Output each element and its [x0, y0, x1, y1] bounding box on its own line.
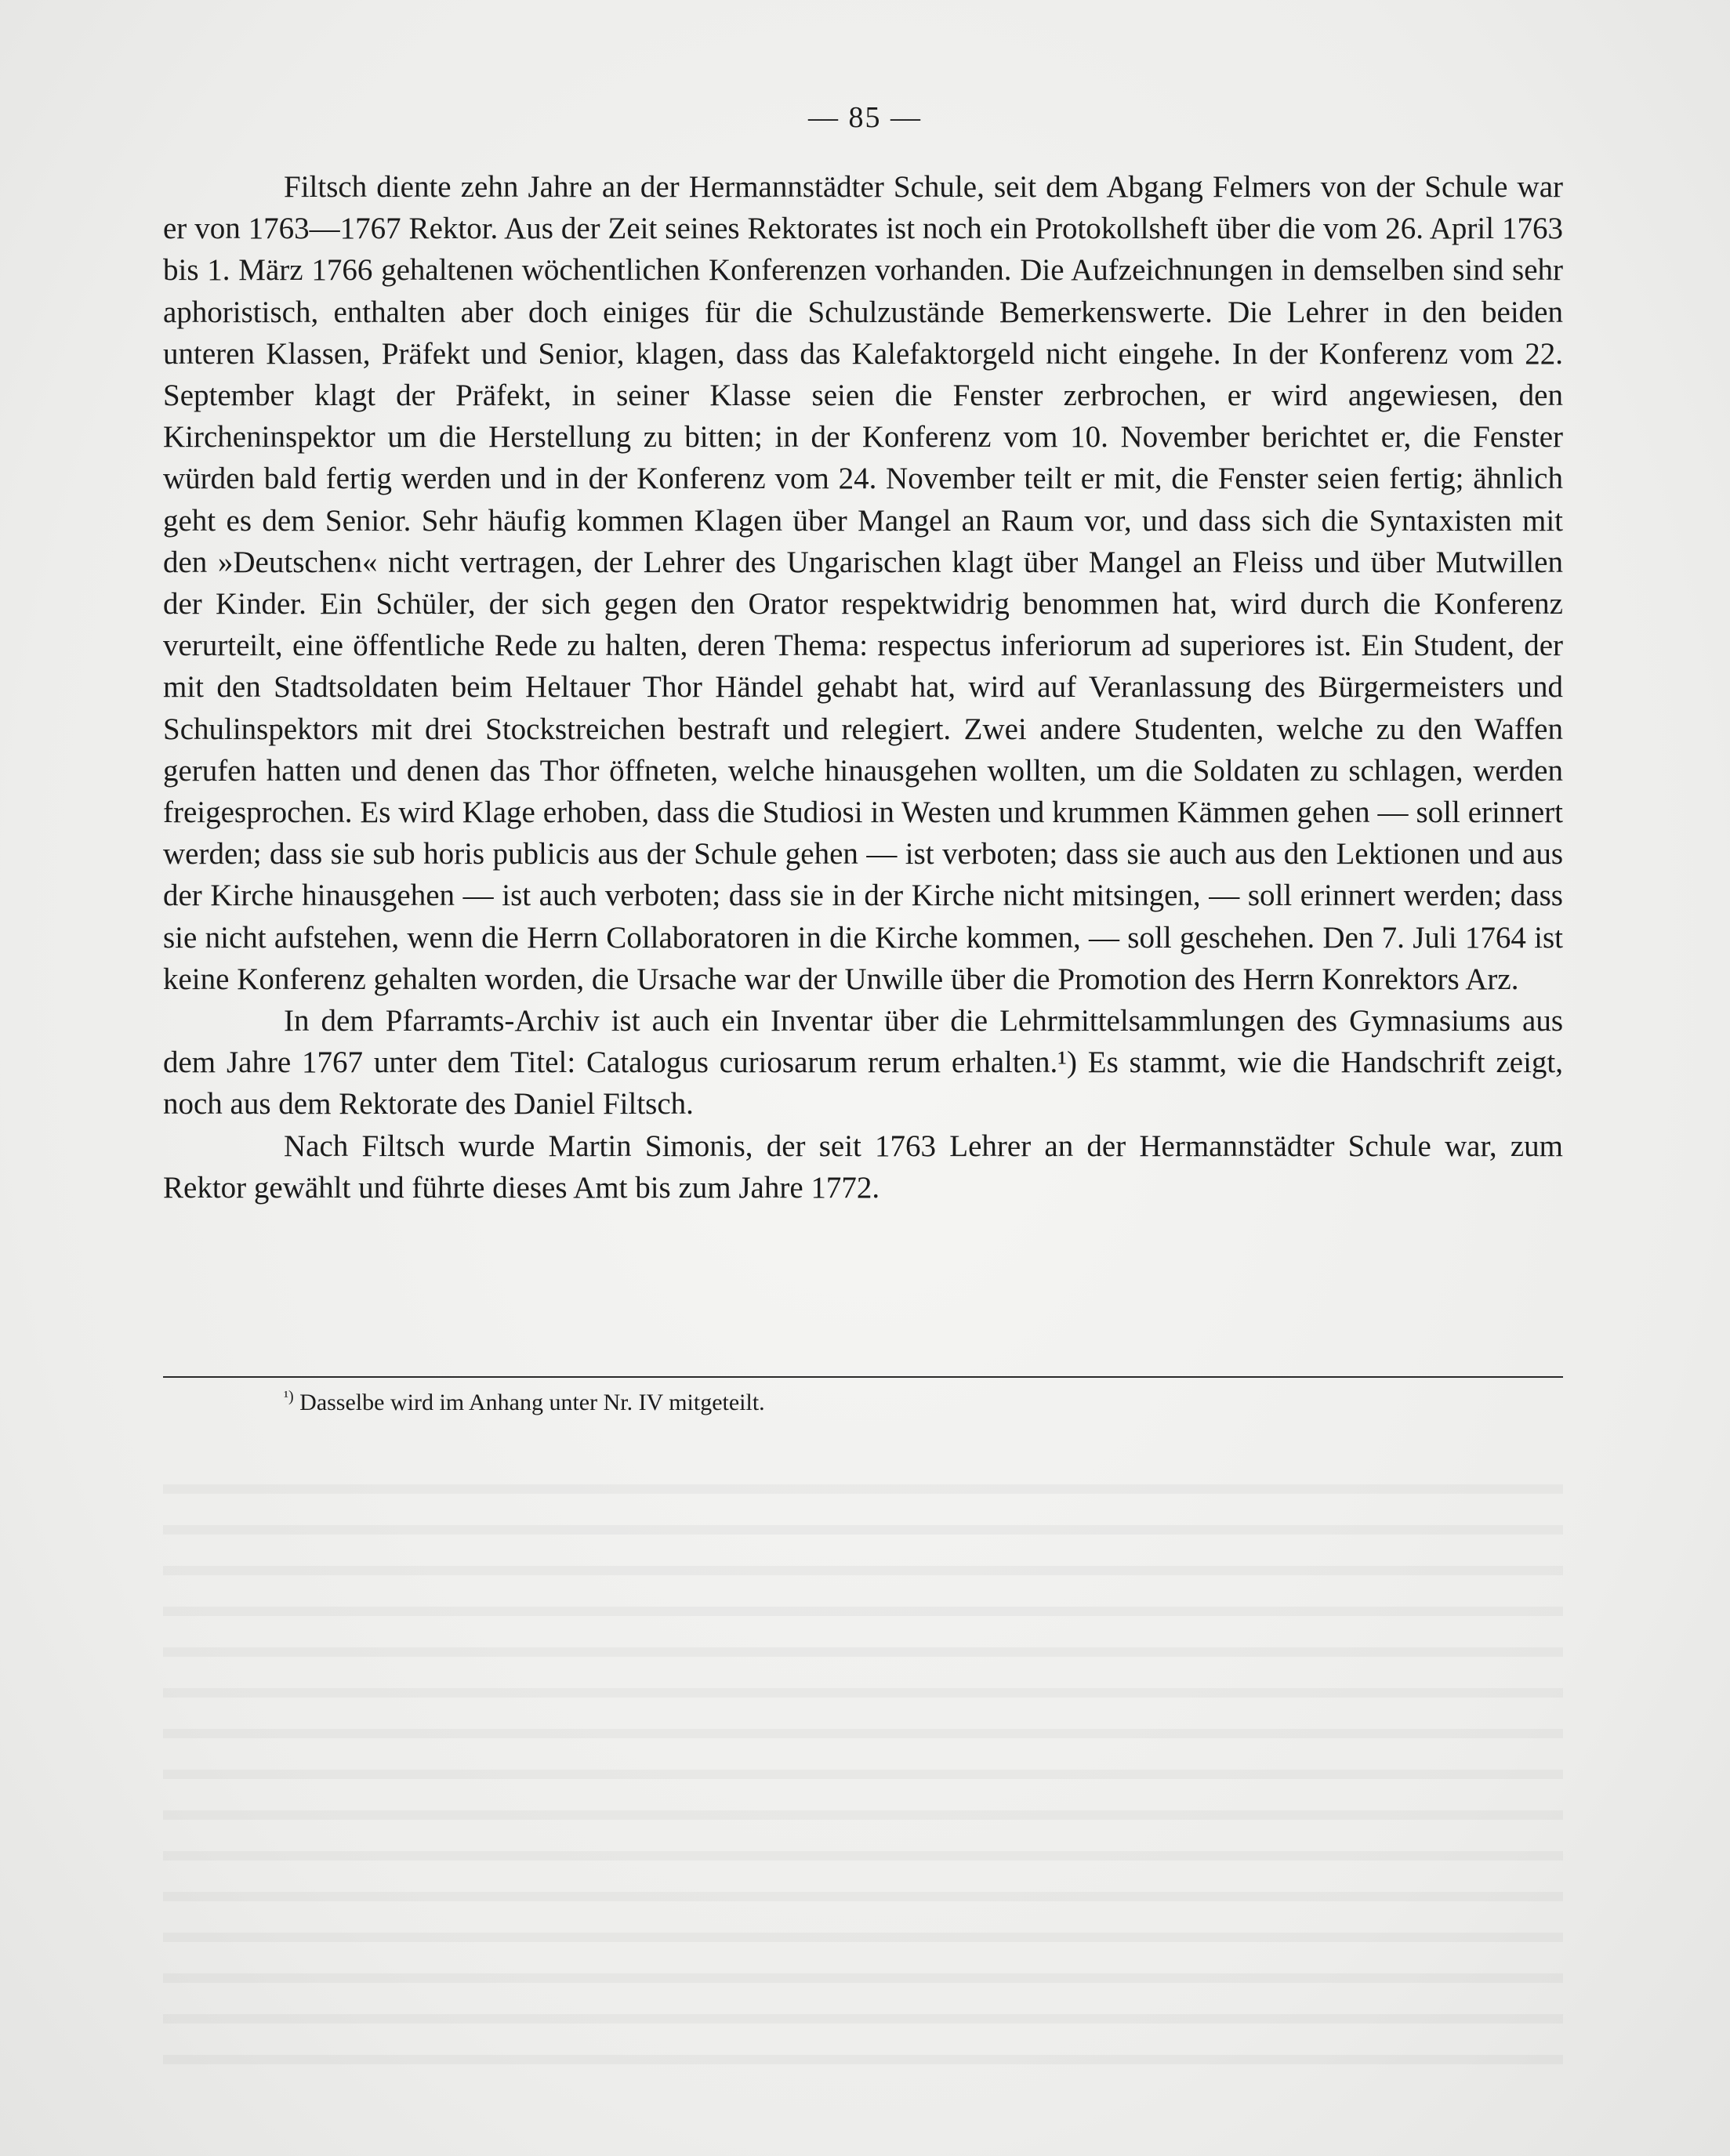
bleed-through-shadow	[163, 1458, 1563, 2069]
paragraph-3: Nach Filtsch wurde Martin Simonis, der seit 1763 Lehrer an der Hermannstädter Schule war, zum Rektor gewählt und führte dieses Amt bis zum Jahre 1772.	[163, 1129, 1563, 1205]
footnote-mark: ¹)	[284, 1388, 294, 1405]
footnote	[284, 1387, 765, 1419]
paragraph-2: In dem Pfarramts-Archiv ist auch ein Inventar über die Lehrmittelsammlungen des Gymnasiums aus dem Jahre 1767 unter dem Titel: Catalogus curiosarum rerum erhalten.¹) Es stammt, wie die Handschrift zeigt, noch aus dem Rektorate des Daniel Filtsch.	[163, 1004, 1563, 1121]
paragraph-1: Filtsch diente zehn Jahre an der Hermannstädter Schule, seit dem Abgang Felmers von der Schule war er von 1763—1767 Rektor. Aus der Zeit seines Rektorates ist noch ein Protokollsheft über die vom 26. April 1763 bis 1. März 1766 gehaltenen wöchentlichen Konferenzen vorhanden. Die Aufzeichnungen in demselben sind sehr aphoristisch, enthalten aber doch einiges für die Schulzustände Bemerkenswerte. Die Lehrer in den beiden unteren Klassen, Präfekt und Senior, klagen, dass das Kalefaktorgeld nicht eingehe. In der Konferenz vom 22. September klagt der Präfekt, in seiner Klasse seien die Fenster zerbrochen, er wird angewiesen, den Kircheninspektor um die Herstellung zu bitten; in der Konferenz vom 10. November berichtet er, die Fenster würden bald fertig werden und in der Konferenz vom 24. November teilt er mit, die Fenster seien fertig; ähnlich geht es dem Senior. Sehr häufig kommen Klagen über Mangel an Raum vor, und dass sich die Syntaxisten mit den »Deutschen« nicht vertragen, der Lehrer des Ungarischen klagt über Mangel an Fleiss und über Mutwillen der Kinder. Ein Schüler, der sich gegen den Orator respektwidrig benommen hat, wird durch die Konferenz verurteilt, eine öffentliche Rede zu halten, deren Thema: respectus inferiorum ad superiores ist. Ein Student, der mit den Stadtsoldaten beim Heltauer Thor Händel gehabt hat, wird auf Veranlassung des Bürgermeisters und Schulinspektors mit drei Stockstreichen bestraft und relegiert. Zwei andere Studenten, welche zu den Waffen gerufen hatten und denen das Thor öffneten, welche hinausgehen wollten, um die Soldaten zu schlagen, werden freigesprochen. Es wird Klage erhoben, dass die Studiosi in Westen und krummen Kämmen gehen — soll erinnert werden; dass sie sub horis publicis aus der Schule gehen — ist verboten; dass sie auch aus den Lektionen und aus der Kirche hinausgehen — ist auch verboten; dass sie in der Kirche nicht mitsingen, — soll erinnert werden; dass sie nicht aufstehen, wenn die Herrn Collaboratoren in die Kirche kommen, — soll geschehen. Den 7. Juli 1764 ist keine Konferenz gehalten worden, die Ursache war der Unwille über die Promotion des Herrn Konrektors Arz.	[163, 170, 1563, 996]
page-number: — 85 —	[808, 101, 922, 134]
footnote-text: Dasselbe wird im Anhang unter Nr. IV mitgeteilt.	[293, 1390, 765, 1415]
body-text	[163, 166, 1563, 1208]
footnote-separator	[163, 1376, 1563, 1378]
